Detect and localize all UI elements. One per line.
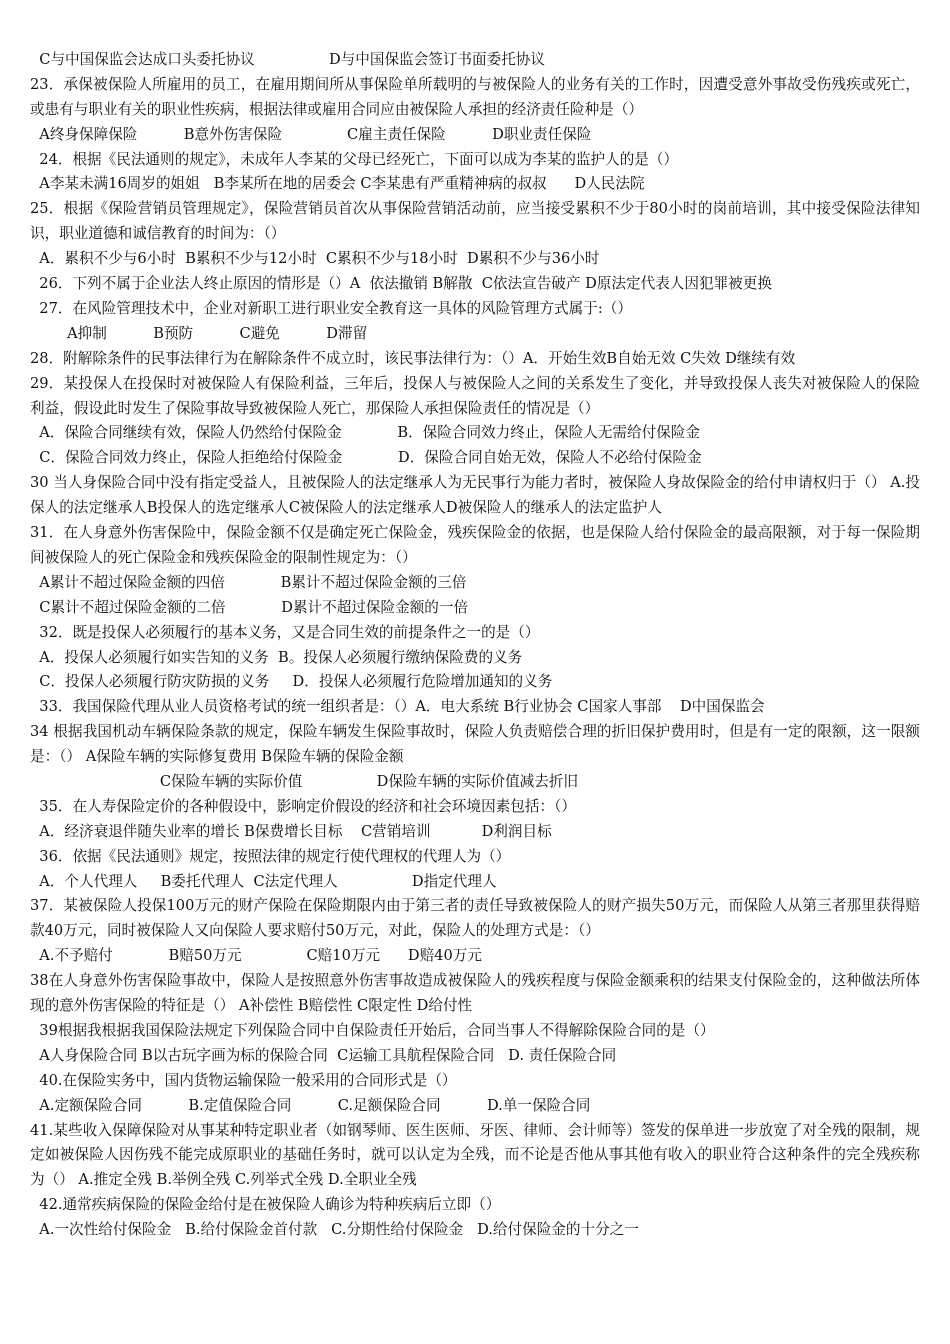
q37-question: 37．某被保险人投保100万元的财产保险在保险期限内由于第三者的责任导致被保险人的财产损失50万元，而保险人从第三者那里获得赔款40万元，同时被保险人又向保险人要求赔付50万元，对此，保险人的处理方式是：（） — [30, 897, 920, 940]
q31-options-ab: A累计不超过保险金额的四倍 B累计不超过保险金额的三倍 — [30, 573, 467, 591]
q39-options: A人身保险合同 B以古玩字画为标的保险合同 C运输工具航程保险合同 D. 责任保险合同 — [30, 1046, 617, 1064]
q34-question: 34 根据我国机动车辆保险条款的规定，保险车辆发生保险事故时，保险人负责赔偿合理的折旧保护费用时，但是有一定的限额，这一限额是：（） A保险车辆的实际修复费用 B保险车辆的保险金额 — [30, 723, 920, 766]
q39-question: 39根据我根据我国保险法规定下列保险合同中自保险责任开始后，合同当事人不得解除保险合同的是（） — [30, 1022, 715, 1039]
q29-question: 29．某投保人在投保时对被保险人有保险利益，三年后，投保人与被保险人之间的关系发生了变化，并导致投保人丧失对被保险人的保险利益，假设此时发生了保险事故导致被保险人死亡，那保险人承担保险责任的情况是（） — [30, 374, 920, 417]
q27-question: 27．在风险管理技术中，企业对新职工进行职业安全教育这一具体的风险管理方式属于:（） — [30, 299, 632, 317]
q29-options-cd: C．保险合同效力终止，保险人拒绝给付保险金 D．保险合同自始无效，保险人不必给付保险金 — [30, 449, 702, 467]
q32-options-ab: A．投保人必须履行如实告知的义务 B。投保人必须履行缴纳保险费的义务 — [30, 648, 523, 666]
q22-options-cd: C与中国保监会达成口头委托协议 D与中国保监会签订书面委托协议 — [30, 51, 545, 68]
q41-question: 41.某些收入保障保险对从事某种特定职业者（如钢琴师、医生医师、牙医、律师、会计师等）签发的保单进一步放宽了对全残的限制，规定如被保险人因伤残不能完成原职业的基础任务时，就可以认定为全残，而不论是否他从事其他有收入的职业符合这种条件的完全残疾称为（） A.推定全残 B.举例全残 C.列举式全残 D.全职业全残 — [30, 1121, 920, 1189]
q23-question: 23．承保被保险人所雇用的员工，在雇用期间所从事保险单所载明的与被保险人的业务有关的工作时，因遭受意外事故受伤残疾或死亡，或患有与职业有关的职业性疾病，根据法律或雇用合同应由被保险人承担的经济责任险种是（） — [30, 75, 920, 118]
q35-options: A．经济衰退伴随失业率的增长 B保费增长目标 C营销培训 D利润目标 — [30, 822, 552, 840]
q35-question: 35．在人寿保险定价的各种假设中，影响定价假设的经济和社会环境因素包括：（） — [30, 797, 576, 815]
document-page — [30, 48, 920, 1243]
q31-question: 31．在人身意外伤害保险中，保险金额不仅是确定死亡保险金，残疾保险金的依据，也是保险人给付保险金的最高限额，对于每一保险期间被保险人的死亡保险金和残疾保险金的限制性规定为：（） — [30, 524, 920, 566]
q37-options: A.不予赔付 B赔50万元 C赔10万元 D赔40万元 — [30, 947, 482, 965]
q33-question: 33．我国保险代理从业人员资格考试的统一组织者是：（）A．电大系统 B行业协会 C国家人事部 D中国保监会 — [30, 698, 765, 716]
q26-question: 26．下列不属于企业法人终止原因的情形是（）A 依法撤销 B解散 C依法宣告破产 D原法定代表人因犯罪被更换 — [30, 275, 772, 293]
q42-question: 42.通常疾病保险的保险金给付是在被保险人确诊为特种疾病后立即（） — [30, 1196, 501, 1214]
q25-options: A．累积不少与6小时 B累积不少与12小时 C累积不少与18小时 D累积不少与36小时 — [30, 250, 600, 268]
q28-question: 28．附解除条件的民事法律行为在解除条件不成立时，该民事法律行为：（）A．开始生效B自始无效 C失效 D继续有效 — [30, 349, 796, 367]
q24-options: A李某未满16周岁的姐姐 B李某所在地的居委会 C李某患有严重精神病的叔叔 D人民法院 — [30, 175, 645, 193]
q42-options: A.一次性给付保险金 B.给付保险金首付款 C.分期性给付保险金 D.给付保险金的十分之一 — [30, 1221, 639, 1239]
q36-options: A．个人代理人 B委托代理人 C法定代理人 D指定代理人 — [30, 872, 497, 890]
q29-options-ab: A．保险合同继续有效，保险人仍然给付保险金 B．保险合同效力终止，保险人无需给付保险金 — [30, 424, 700, 442]
q38-question: 38在人身意外伤害保险事故中，保险人是按照意外伤害事故造成被保险人的残疾程度与保险金额乘积的结果支付保险金的，这种做法所体现的意外伤害保险的特征是（） A补偿性 B赔偿性 C限定性 D给付性 — [30, 972, 920, 1015]
q32-options-cd: C．投保人必须履行防灾防损的义务 D．投保人必须履行危险增加通知的义务 — [30, 673, 553, 691]
q34-options-cd: C保险车辆的实际价值 D保险车辆的实际价值减去折旧 — [30, 773, 579, 791]
q30-question: 30 当人身保险合同中没有指定受益人，且被保险人的法定继承人为无民事行为能力者时，被保险人身故保险金的给付申请权归于（） A.投保人的法定继承人B投保人的选定继承人C被保险人的法定继承人D被保险人的继承人的法定监护人 — [30, 474, 920, 517]
q23-options: A终身保障保险 B意外伤害保险 C雇主责任保险 D职业责任保险 — [30, 125, 592, 143]
q25-question: 25．根据《保险营销员管理规定》，保险营销员首次从事保险营销活动前，应当接受累积不少于80小时的岗前培训，其中接受保险法律知识，职业道德和诚信教育的时间为：（） — [30, 200, 920, 243]
q31-options-cd: C累计不超过保险金额的二倍 D累计不超过保险金额的一倍 — [30, 598, 469, 616]
q27-options: A抑制 B预防 C避免 D滞留 — [30, 324, 368, 342]
q32-question: 32．既是投保人必须履行的基本义务，又是合同生效的前提条件之一的是（） — [30, 623, 540, 641]
q40-options: A.定额保险合同 B.定值保险合同 C.足额保险合同 D.单一保险合同 — [30, 1096, 591, 1114]
q40-question: 40.在保险实务中，国内货物运输保险一般采用的合同形式是（） — [30, 1071, 457, 1089]
q24-question: 24．根据《民法通则的规定》，未成年人李某的父母已经死亡，下面可以成为李某的监护人的是（） — [30, 150, 679, 168]
q36-question: 36．依据《民法通则》规定，按照法律的规定行使代理权的代理人为（） — [30, 847, 511, 865]
